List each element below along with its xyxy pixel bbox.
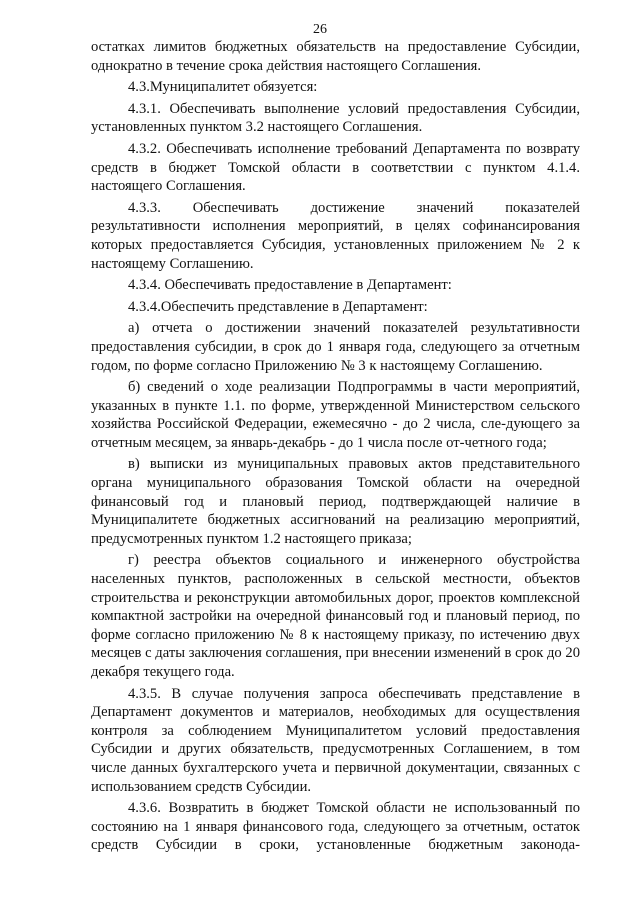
document-body — [91, 38, 580, 855]
paragraph-4-3-5: 4.3.5. В случае получения запроса обеспечивать представление в Департамент документов и материалов, необходимых для осуществления контроля за соблюдением Муниципалитетом условий предоставления Субсидии и других обязательств, предусмотренных Соглашением, в том числе данных бухгалтерского учета и первичной документации, связанных с использованием средств Субсидии. — [91, 685, 580, 795]
paragraph-item-b: б) сведений о ходе реализации Подпрограммы в части мероприятий, указанных в пункте 1.1. по форме, утвержденной Министерством сельского хозяйства Российской Федерации, ежемесячно - до 2 числа, сле-дующего за отчетным месяцем, за январь-декабрь - до 1 числа после от-четного года; — [91, 379, 580, 451]
paragraph-4-3-6: 4.3.6. Возвратить в бюджет Томской области не использованный по состоянию на 1 января финансового года, следующего за отчетным, остаток средств Субсидии в сроки, установленные бюджетным законода- — [91, 800, 580, 854]
paragraph-item-a: а) отчета о достижении значений показателей результативности предоставления субсидии, в срок до 1 января года, следующего за отчетным годом, по форме согласно Приложению № 3 к настоящему Соглашению. — [91, 320, 580, 374]
paragraph-continuation: остатках лимитов бюджетных обязательств на предоставление Субсидии, однократно в течение срока действия настоящего Соглашения. — [91, 39, 580, 74]
page-number: 26 — [313, 22, 327, 37]
paragraph-4-3-2: 4.3.2. Обеспечивать исполнение требований Департамента по возврату средств в бюджет Томской области в соответствии с пунктом 4.1.4. настоящего Соглашения. — [91, 140, 580, 195]
paragraph-4-3-4: 4.3.4. Обеспечивать предоставление в Департамент: — [128, 277, 452, 294]
paragraph-item-v: в) выписки из муниципальных правовых актов представительного органа муниципального образования Томской области на очередной финансовый год и плановый период, подтверждающей наличие в Муниципалитете бюджетных ассигнований на реализацию мероприятий, предусмотренных пунктом 1.2 настоящего приказа; — [91, 456, 580, 547]
paragraph-item-g: г) реестра объектов социального и инженерного обустройства населенных пунктов, расположенных в сельской местности, объектов строительства и реконструкции автомобильных дорог, проектов комплексной компактной застройки на очередной финансовый год и плановый период, по форме согласно приложению № 8 к настоящему приказу, по истечению двух месяцев с даты заключения соглашения, при внесении изменений в срок до 20 декабря текущего года. — [91, 552, 580, 680]
paragraph-4-3-4-alt: 4.3.4.Обеспечить представление в Департамент: — [128, 298, 428, 315]
paragraph-4-3-3: 4.3.3. Обеспечивать достижение значений показателей результативности исполнения мероприятий, в целях софинансирования которых предоставляется Субсидия, установленных приложением № 2 к настоящему Соглашению. — [91, 199, 580, 272]
paragraph-4-3: 4.3.Муниципалитет обязуется: — [128, 79, 318, 96]
paragraph-4-3-1: 4.3.1. Обеспечивать выполнение условий предоставления Субсидии, установленных пунктом 3.2 настоящего Соглашения. — [91, 100, 580, 136]
